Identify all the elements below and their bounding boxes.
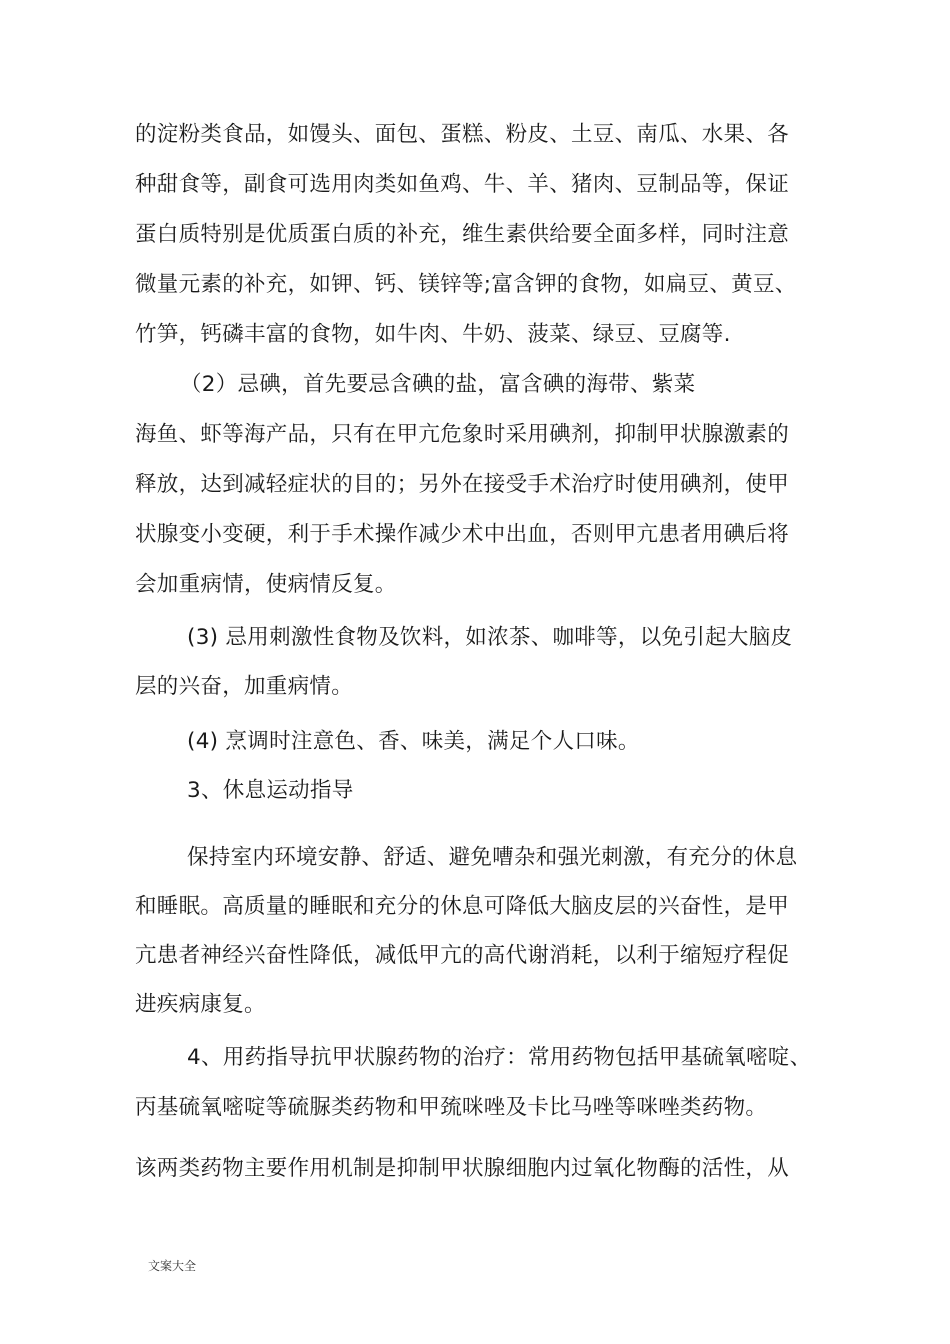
- text-line: (4) 烹调时注意色、香、味美，满足个人口味。: [187, 729, 640, 754]
- text-line: 海鱼、虾等海产品，只有在甲亢危象时采用碘剂，抑制甲状腺激素的: [135, 422, 790, 447]
- text-line: 丙基硫氧嘧啶等硫脲类药物和甲巯咪唑及卡比马唑等咪唑类药物。: [135, 1095, 768, 1120]
- text-line: 微量元素的补充，如钾、钙、镁锌等;富含钾的食物，如扁豆、黄豆、: [135, 272, 797, 297]
- section-heading: 3、休息运动指导: [187, 778, 354, 803]
- text-line: 的淀粉类食品，如馒头、面包、蛋糕、粉皮、土豆、南瓜、水果、各: [135, 122, 790, 147]
- text-line: 会加重病情，使病情反复。: [135, 572, 397, 597]
- section-heading: 4、用药指导抗甲状腺药物的治疗：常用药物包括甲基硫氧嘧啶、: [187, 1045, 812, 1070]
- text-line: (3) 忌用刺激性食物及饮料，如浓茶、咖啡等，以免引起大脑皮: [187, 625, 793, 650]
- text-line: 竹笋，钙磷丰富的食物，如牛肉、牛奶、菠菜、绿豆、豆腐等.: [135, 322, 731, 347]
- text-line: 该两类药物主要作用机制是抑制甲状腺细胞内过氧化物酶的活性，从: [135, 1156, 790, 1181]
- text-line: 蛋白质特别是优质蛋白质的补充，维生素供给要全面多样，同时注意: [135, 222, 790, 247]
- text-line: 释放，达到减轻症状的目的；另外在接受手术治疗时使用碘剂，使甲: [135, 472, 790, 497]
- text-line: （2）忌碘，首先要忌含碘的盐，富含碘的海带、紫菜: [180, 372, 696, 397]
- page-footer: 文案大全: [148, 1259, 197, 1273]
- text-line: 状腺变小变硬，利于手术操作减少术中出血，否则甲亢患者用碘后将: [135, 522, 790, 547]
- text-line: 种甜食等，副食可选用肉类如鱼鸡、牛、羊、猪肉、豆制品等，保证: [135, 172, 790, 197]
- text-line: 层的兴奋，加重病情。: [135, 674, 354, 699]
- text-line: 和睡眠。高质量的睡眠和充分的休息可降低大脑皮层的兴奋性，是甲: [135, 894, 790, 919]
- text-line: 进疾病康复。: [135, 992, 266, 1017]
- text-line: 亢患者神经兴奋性降低，减低甲亢的高代谢消耗，以利于缩短疗程促: [135, 943, 790, 968]
- text-line: 保持室内环境安静、舒适、避免嘈杂和强光刺激，有充分的休息: [187, 845, 798, 870]
